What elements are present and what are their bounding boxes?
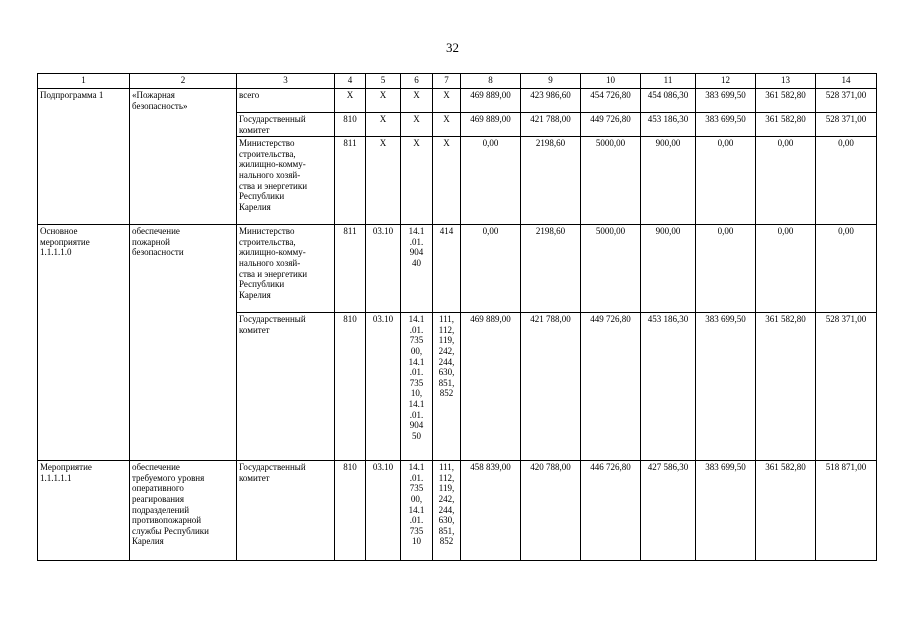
program-name: Подпрограмма 1 — [38, 89, 130, 225]
amount-cell: 528 371,00 — [816, 313, 877, 461]
target-code: X — [401, 137, 433, 225]
activity-name: Основное мероприятие 1.1.1.1.0 — [38, 225, 130, 461]
amount-cell: 361 582,80 — [756, 113, 816, 137]
header-row — [38, 74, 877, 89]
column-header: 11 — [641, 74, 696, 89]
column-header: 7 — [433, 74, 461, 89]
expense-type: X — [433, 89, 461, 113]
column-header: 1 — [38, 74, 130, 89]
section-code: 03.10 — [366, 313, 401, 461]
table-row — [38, 89, 877, 113]
amount-cell: 361 582,80 — [756, 313, 816, 461]
amount-cell: 518 871,00 — [816, 461, 877, 561]
column-header: 12 — [696, 74, 756, 89]
amount-cell: 383 699,50 — [696, 113, 756, 137]
amount-cell: 420 788,00 — [521, 461, 581, 561]
amount-cell: 361 582,80 — [756, 461, 816, 561]
expense-type: X — [433, 137, 461, 225]
column-header: 14 — [816, 74, 877, 89]
column-header: 3 — [237, 74, 335, 89]
column-header: 2 — [130, 74, 237, 89]
amount-cell: 900,00 — [641, 137, 696, 225]
grbs-code: 811 — [335, 225, 366, 313]
expense-type: X — [433, 113, 461, 137]
expense-type: 111, 112, 119, 242, 244, 630, 851, 852 — [433, 461, 461, 561]
target-code: 14.1 .01. 735 00, 14.1 .01. 735 10, 14.1 .01. 904 50 — [401, 313, 433, 461]
column-header: 6 — [401, 74, 433, 89]
executor: всего — [237, 89, 335, 113]
amount-cell: 458 839,00 — [461, 461, 521, 561]
executor: Государственный комитет — [237, 313, 335, 461]
amount-cell: 423 986,60 — [521, 89, 581, 113]
target-code: 14.1 .01. 735 00, 14.1 .01. 735 10 — [401, 461, 433, 561]
target-code: 14.1 .01. 904 40 — [401, 225, 433, 313]
grbs-code: 810 — [335, 113, 366, 137]
activity-title: обеспечение пожарной безопасности — [130, 225, 237, 461]
section-code: X — [366, 137, 401, 225]
amount-cell: 453 186,30 — [641, 313, 696, 461]
measure-title: обеспечение требуемого уровня оперативного реагирования подразделений противопожарной службы Республики Карелия — [130, 461, 237, 561]
amount-cell: 361 582,80 — [756, 89, 816, 113]
column-header: 4 — [335, 74, 366, 89]
amount-cell: 469 889,00 — [461, 89, 521, 113]
amount-cell: 5000,00 — [581, 225, 641, 313]
amount-cell: 454 086,30 — [641, 89, 696, 113]
amount-cell: 0,00 — [756, 137, 816, 225]
amount-cell: 449 726,80 — [581, 113, 641, 137]
amount-cell: 421 788,00 — [521, 313, 581, 461]
amount-cell: 383 699,50 — [696, 313, 756, 461]
amount-cell: 900,00 — [641, 225, 696, 313]
executor: Государственный комитет — [237, 461, 335, 561]
amount-cell: 2198,60 — [521, 137, 581, 225]
column-header: 5 — [366, 74, 401, 89]
page-number: 32 — [446, 40, 459, 55]
expense-type: 111, 112, 119, 242, 244, 630, 851, 852 — [433, 313, 461, 461]
column-header: 10 — [581, 74, 641, 89]
amount-cell: 528 371,00 — [816, 89, 877, 113]
table-row — [38, 461, 877, 561]
column-header: 9 — [521, 74, 581, 89]
amount-cell: 0,00 — [461, 225, 521, 313]
program-title: «Пожарная безопасность» — [130, 89, 237, 225]
amount-cell: 2198,60 — [521, 225, 581, 313]
amount-cell: 449 726,80 — [581, 313, 641, 461]
amount-cell: 0,00 — [816, 225, 877, 313]
section-code: X — [366, 113, 401, 137]
column-header: 8 — [461, 74, 521, 89]
executor: Государственный комитет — [237, 113, 335, 137]
measure-name: Мероприятие 1.1.1.1.1 — [38, 461, 130, 561]
amount-cell: 0,00 — [756, 225, 816, 313]
amount-cell: 0,00 — [696, 225, 756, 313]
amount-cell: 446 726,80 — [581, 461, 641, 561]
amount-cell: 453 186,30 — [641, 113, 696, 137]
target-code: X — [401, 89, 433, 113]
budget-table — [37, 73, 877, 561]
amount-cell: 383 699,50 — [696, 89, 756, 113]
section-code: X — [366, 89, 401, 113]
table-row — [38, 225, 877, 313]
executor: Министерство строительства, жилищно-комму- нального хозяй- ства и энергетики Республики Карелия — [237, 137, 335, 225]
grbs-code: 810 — [335, 313, 366, 461]
amount-cell: 5000,00 — [581, 137, 641, 225]
amount-cell: 469 889,00 — [461, 113, 521, 137]
amount-cell: 383 699,50 — [696, 461, 756, 561]
amount-cell: 469 889,00 — [461, 313, 521, 461]
amount-cell: 0,00 — [816, 137, 877, 225]
section-code: 03.10 — [366, 225, 401, 313]
grbs-code: X — [335, 89, 366, 113]
amount-cell: 528 371,00 — [816, 113, 877, 137]
section-code: 03.10 — [366, 461, 401, 561]
amount-cell: 0,00 — [461, 137, 521, 225]
target-code: X — [401, 113, 433, 137]
amount-cell: 421 788,00 — [521, 113, 581, 137]
amount-cell: 454 726,80 — [581, 89, 641, 113]
amount-cell: 0,00 — [696, 137, 756, 225]
executor: Министерство строительства, жилищно-комму- нального хозяй- ства и энергетики Республики Карелия — [237, 225, 335, 313]
grbs-code: 810 — [335, 461, 366, 561]
column-header: 13 — [756, 74, 816, 89]
expense-type: 414 — [433, 225, 461, 313]
grbs-code: 811 — [335, 137, 366, 225]
amount-cell: 427 586,30 — [641, 461, 696, 561]
